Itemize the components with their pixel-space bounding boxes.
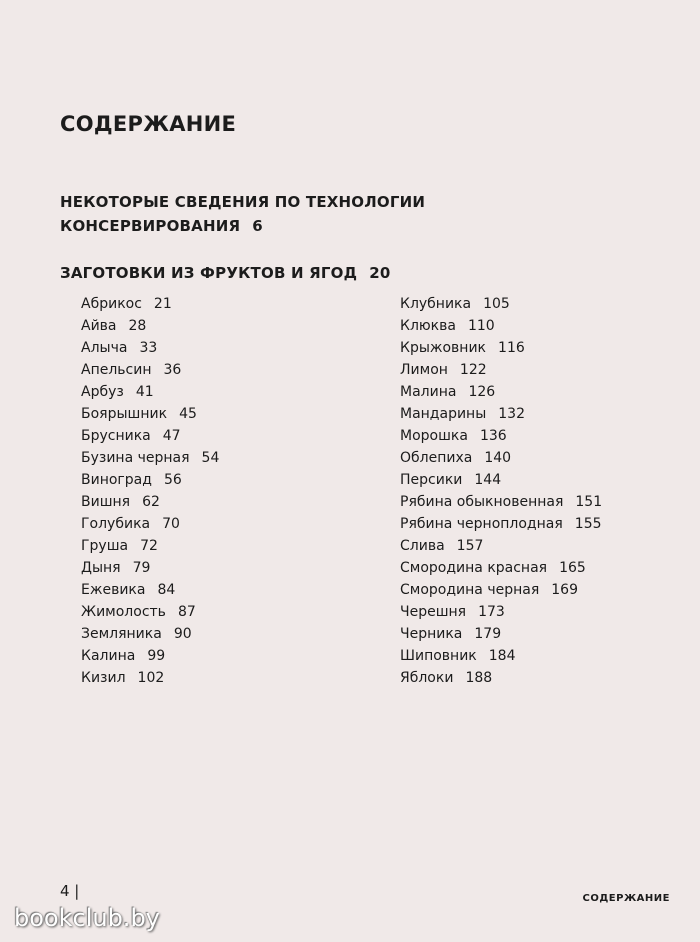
toc-entry-name: Клюква — [400, 318, 456, 334]
toc-entry — [81, 381, 219, 403]
toc-entry-name: Клубника — [400, 296, 472, 312]
toc-entry-page: 72 — [140, 538, 158, 554]
footer-section-label: СОДЕРЖАНИЕ — [582, 893, 670, 904]
toc-entry-name: Бузина черная — [81, 450, 190, 466]
toc-entry-page: 188 — [465, 670, 493, 686]
section-technology — [60, 190, 425, 238]
toc-entry-page: 99 — [147, 648, 166, 664]
toc-entry — [81, 557, 219, 579]
toc-entry-name: Дыня — [81, 560, 121, 576]
toc-entry-page: 155 — [574, 516, 602, 532]
toc-entry — [400, 425, 602, 447]
toc-entry-page: 90 — [173, 626, 192, 642]
toc-entry-name: Слива — [400, 538, 445, 554]
toc-entry — [400, 359, 602, 381]
toc-entry-page: 84 — [157, 582, 176, 598]
toc-entry-page: 36 — [163, 362, 182, 378]
toc-entry — [400, 337, 602, 359]
toc-entry — [400, 381, 602, 403]
toc-entry — [81, 359, 219, 381]
toc-entry-page: 28 — [128, 318, 147, 334]
toc-entry-page: 33 — [139, 340, 158, 356]
toc-entry — [81, 535, 219, 557]
section-fruits-page: 20 — [369, 264, 391, 282]
toc-entry-name: Земляника — [81, 626, 162, 642]
toc-entry — [81, 469, 219, 491]
toc-entry — [81, 403, 219, 425]
toc-entry-name: Айва — [81, 318, 117, 334]
toc-entry-name: Кизил — [81, 670, 126, 686]
toc-entry — [400, 645, 602, 667]
toc-entry-page: 169 — [551, 582, 578, 598]
toc-entry — [400, 293, 602, 315]
toc-entry-page: 102 — [137, 670, 165, 686]
toc-entry-name: Яблоки — [400, 670, 454, 686]
toc-entry-name: Брусника — [81, 428, 151, 444]
toc-entry-page: 157 — [456, 538, 484, 554]
section-technology-label: КОНСЕРВИРОВАНИЯ — [60, 217, 241, 235]
toc-left-column — [81, 293, 219, 689]
toc-entry-name: Облепиха — [400, 450, 473, 466]
toc-entry-page: 62 — [142, 494, 160, 510]
toc-entry-page: 87 — [177, 604, 196, 620]
toc-entry-page: 21 — [153, 296, 172, 312]
toc-entry-name: Виноград — [81, 472, 152, 488]
toc-entry-page: 70 — [162, 516, 180, 532]
toc-entry — [81, 601, 219, 623]
toc-entry-page: 54 — [201, 450, 220, 466]
toc-entry-page: 173 — [478, 604, 505, 620]
toc-entry-name: Малина — [400, 384, 457, 400]
section-technology-line1: НЕКОТОРЫЕ СВЕДЕНИЯ ПО ТЕХНОЛОГИИ — [60, 193, 426, 211]
toc-entry-page: 47 — [162, 428, 181, 444]
toc-entry-name: Калина — [81, 648, 136, 664]
toc-entry-page: 184 — [488, 648, 516, 664]
toc-entry-name: Голубика — [81, 516, 151, 532]
toc-entry-name: Лимон — [400, 362, 448, 378]
toc-entry-name: Ежевика — [81, 582, 146, 598]
toc-entry — [400, 491, 602, 513]
toc-entry-page: 165 — [559, 560, 586, 576]
toc-entry-page: 41 — [135, 384, 154, 400]
toc-entry-name: Крыжовник — [400, 340, 487, 356]
toc-entry — [400, 557, 602, 579]
toc-entry — [81, 337, 219, 359]
toc-entry — [81, 315, 219, 337]
watermark-logo: bookclub.by — [14, 904, 160, 932]
toc-entry — [400, 623, 602, 645]
toc-entry — [81, 491, 219, 513]
section-fruits-label: ЗАГОТОВКИ ИЗ ФРУКТОВ И ЯГОД — [60, 264, 358, 282]
toc-entry-name: Груша — [81, 538, 129, 554]
toc-entry — [400, 601, 602, 623]
toc-entry — [400, 403, 602, 425]
toc-entry — [400, 513, 602, 535]
toc-entry-page: 136 — [479, 428, 507, 444]
toc-entry-name: Смородина красная — [400, 560, 548, 576]
toc-entry-name: Рябина обыкновенная — [400, 494, 564, 510]
section-technology-line2 — [60, 214, 425, 238]
toc-entry-name: Черешня — [400, 604, 467, 620]
toc-entry — [400, 315, 602, 337]
toc-entry — [81, 447, 219, 469]
toc-entry-name: Арбуз — [81, 384, 124, 400]
toc-entry-name: Персики — [400, 472, 463, 488]
toc-entry-page: 179 — [474, 626, 502, 642]
toc-entry — [400, 579, 602, 601]
toc-entry-page: 132 — [498, 406, 525, 422]
toc-entry — [400, 447, 602, 469]
toc-entry-name: Шиповник — [400, 648, 477, 664]
toc-entry-page: 110 — [467, 318, 495, 334]
section-technology-page: 6 — [252, 217, 263, 235]
toc-entry — [81, 293, 219, 315]
toc-entry — [400, 535, 602, 557]
toc-entry — [81, 645, 219, 667]
toc-entry-page: 151 — [575, 494, 603, 510]
footer-page-number: 4 | — [60, 882, 80, 900]
section-fruits — [60, 264, 390, 282]
toc-entry-page: 126 — [468, 384, 496, 400]
page-title: СОДЕРЖАНИЕ — [60, 112, 237, 136]
toc-entry-page: 116 — [498, 340, 525, 356]
toc-right-column — [400, 293, 602, 689]
toc-entry — [81, 667, 219, 689]
toc-entry-name: Смородина черная — [400, 582, 540, 598]
toc-entry-name: Алыча — [81, 340, 128, 356]
toc-entry — [81, 425, 219, 447]
toc-entry-page: 105 — [483, 296, 510, 312]
toc-entry — [400, 469, 602, 491]
toc-entry — [81, 623, 219, 645]
toc-entry — [400, 667, 602, 689]
toc-entry-page: 79 — [132, 560, 151, 576]
toc-entry-page: 122 — [459, 362, 487, 378]
toc-entry — [81, 579, 219, 601]
toc-entry — [81, 513, 219, 535]
toc-entry-name: Боярышник — [81, 406, 168, 422]
toc-entry-page: 45 — [179, 406, 197, 422]
toc-entry-name: Вишня — [81, 494, 131, 510]
toc-entry-page: 144 — [474, 472, 502, 488]
toc-entry-page: 140 — [484, 450, 512, 466]
toc-entry-name: Морошка — [400, 428, 468, 444]
toc-entry-name: Жимолость — [81, 604, 166, 620]
toc-entry-name: Черника — [400, 626, 463, 642]
toc-entry-name: Рябина черноплодная — [400, 516, 563, 532]
toc-entry-name: Апельсин — [81, 362, 152, 378]
toc-entry-name: Абрикос — [81, 296, 142, 312]
toc-entry-page: 56 — [163, 472, 182, 488]
toc-entry-name: Мандарины — [400, 406, 487, 422]
